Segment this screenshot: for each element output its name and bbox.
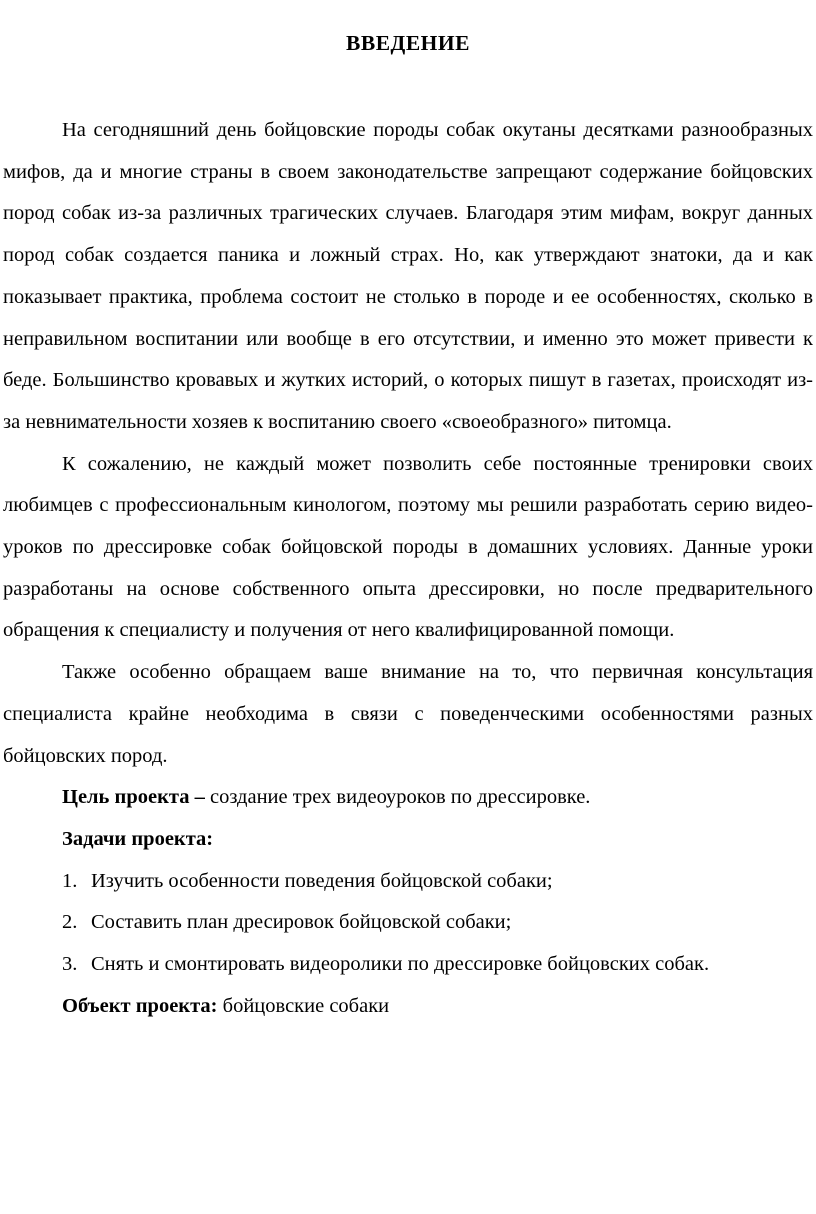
page-title: ВВЕДЕНИЕ: [346, 31, 470, 55]
list-item-text: Составить план дресировок бойцовской собаки;: [91, 911, 512, 934]
list-item: [3, 944, 813, 986]
project-object-text: бойцовские собаки: [217, 994, 390, 1017]
list-item: [3, 861, 813, 903]
project-goal-label: Цель проекта –: [62, 786, 205, 809]
project-object-label: Объект проекта:: [62, 994, 218, 1017]
list-item-text: Снять и смонтировать видеоролики по дрессировке бойцовских собак.: [91, 953, 710, 976]
paragraph-training: К сожалению, не каждый может позволить себе постоянные тренировки своих любимцев с профессиональным кинологом, поэтому мы решили разработать серию видео-уроков по дрессировке собак бойцовской породы в домашних условиях. Данные уроки разработаны на основе собственного опыта дрессировки, но после предварительного обращения к специалисту и получения от него квалифицированной помощи.: [3, 452, 813, 642]
list-item-number: 2.: [62, 911, 78, 934]
list-item-number: 1.: [62, 869, 78, 892]
project-goal-text: создание трех видеоуроков по дрессировке.: [204, 786, 591, 809]
paragraph-consultation: Также особенно обращаем ваше внимание на то, что первичная консультация специалиста крайне необходима в связи с поведенческими особенностями разных бойцовских пород.: [3, 661, 813, 767]
document-body: [3, 110, 813, 1027]
project-tasks-label: Задачи проекта:: [62, 827, 214, 850]
project-tasks-heading: [3, 819, 813, 861]
project-goal: [3, 777, 813, 819]
project-object: [3, 986, 813, 1028]
paragraph-intro: На сегодняшний день бойцовские породы собак окутаны десятками разнообразных мифов, да и многие страны в своем законодательстве запрещают содержание бойцовских пород собак из-за различных трагических случаев. Благодаря этим мифам, вокруг данных пород собак создается паника и ложный страх. Но, как утверждают знатоки, да и как показывает практика, проблема состоит не столько в породе и ее особенностях, сколько в неправильном воспитании или вообще в его отсутствии, и именно это может привести к беде. Большинство кровавых и жутких историй, о которых пишут в газетах, происходят из-за невнимательности хозяев к воспитанию своего «своеобразного» питомца.: [3, 119, 813, 433]
list-item: [3, 902, 813, 944]
list-item-text: Изучить особенности поведения бойцовской собаки;: [91, 869, 553, 892]
list-item-number: 3.: [62, 953, 78, 976]
project-tasks-list: [3, 861, 813, 986]
